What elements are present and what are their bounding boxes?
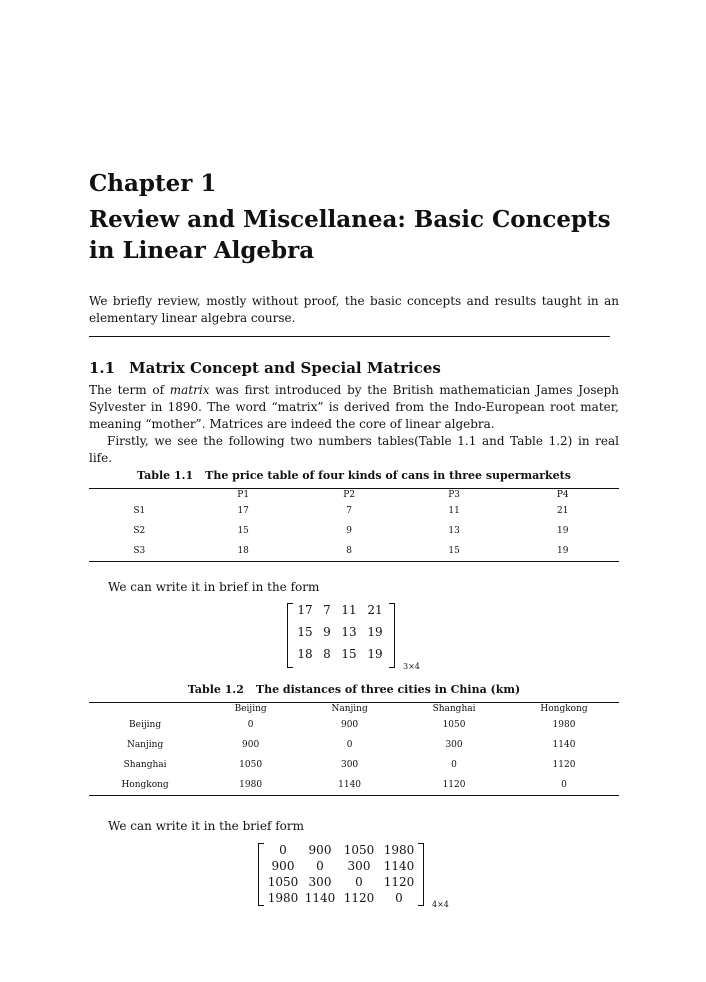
- matrix-entry: 1120: [383, 874, 415, 889]
- table-1-caption: [89, 469, 619, 482]
- distance-table: [89, 702, 619, 796]
- matrix-entry: 1140: [383, 858, 415, 873]
- table-cell: 1980: [239, 779, 263, 790]
- table-2-caption: [89, 683, 619, 696]
- table-row: [89, 715, 619, 735]
- table-cell: 18: [237, 545, 249, 556]
- matrix-2-entries: [264, 843, 418, 906]
- matrix-entry: 7: [323, 602, 331, 617]
- table-cell: 900: [242, 740, 260, 750]
- table-cell: 0: [346, 740, 353, 750]
- column-header: Shanghai: [432, 704, 476, 714]
- table-cell: Hongkong: [121, 779, 169, 790]
- matrix-entry: 0: [355, 874, 363, 889]
- table-cell: Beijing: [129, 720, 162, 730]
- paragraph-text: The term of: [89, 383, 170, 397]
- table-cell: 19: [557, 526, 569, 536]
- right-bracket: [418, 843, 424, 906]
- matrix-2-lead: We can write it in the brief form: [108, 819, 304, 833]
- table-cell: 1980: [552, 720, 576, 730]
- section-heading: [89, 359, 441, 377]
- matrix-1-entries: [293, 603, 389, 668]
- column-header: Beijing: [234, 704, 267, 714]
- table-2-caption-text: The distances of three cities in China (km): [255, 683, 521, 696]
- table-row: [89, 521, 619, 541]
- column-header: P1: [237, 490, 250, 500]
- matrix-2-size: 4×4: [432, 900, 449, 909]
- table-cell: 1140: [552, 740, 576, 750]
- column-header: P3: [448, 490, 460, 500]
- matrix-entry: 13: [341, 624, 357, 639]
- matrix-entry: 9: [323, 624, 331, 639]
- table-cell: 15: [448, 545, 460, 556]
- header-row: [89, 703, 619, 716]
- matrix-entry: 1140: [304, 890, 336, 905]
- table-cell: 900: [340, 720, 359, 730]
- section-title: Matrix Concept and Special Matrices: [129, 359, 441, 377]
- section-number: 1.1: [89, 359, 116, 377]
- table-cell: 300: [445, 740, 463, 750]
- paragraph-matrix-history: [89, 382, 619, 433]
- table-1-caption-text: The price table of four kinds of cans in three supermarkets: [205, 469, 571, 482]
- table-2-label: Table 1.2: [187, 683, 244, 696]
- matrix-entry: 900: [308, 842, 332, 857]
- section-body: [89, 382, 619, 467]
- emphasis-matrix: matrix: [169, 383, 210, 397]
- matrix-entry: 1050: [267, 874, 299, 889]
- paragraph-text: was first introduced by the British mathematician James Joseph Sylvester in 1890. The word “matrix” is derived from the Indo-European root mater, meaning “mother”. Matrices are indeed the core of linear algebra.: [89, 383, 619, 431]
- matrix-entry: 0: [279, 842, 287, 857]
- matrix-entry: 11: [341, 602, 357, 617]
- abstract-divider: [89, 336, 610, 337]
- column-header: P4: [556, 490, 569, 500]
- matrix-1: [287, 603, 395, 668]
- matrix-entry: 0: [395, 890, 403, 905]
- matrix-entry: 8: [323, 646, 331, 661]
- header-row: [89, 489, 619, 502]
- chapter-abstract: We briefly review, mostly without proof, the basic concepts and results taught in an elementary linear algebra course.: [89, 294, 619, 325]
- matrix-entry: 1980: [383, 842, 415, 857]
- matrix-entry: 0: [316, 858, 324, 873]
- table-cell: 8: [346, 545, 353, 556]
- column-header: Nanjing: [331, 704, 368, 714]
- matrix-entry: 1120: [343, 890, 375, 905]
- matrix-entry: 18: [297, 646, 313, 661]
- table-cell: Shanghai: [123, 760, 167, 770]
- paragraph-tables-intro: Firstly, we see the following two numbers tables(Table 1.1 and Table 1.2) in real life.: [89, 434, 619, 465]
- matrix-2: [258, 843, 424, 906]
- table-cell: 21: [557, 506, 569, 516]
- matrix-entry: 1050: [343, 842, 375, 857]
- column-header: [89, 703, 201, 716]
- matrix-entry: 15: [341, 646, 357, 661]
- right-bracket: [389, 603, 395, 668]
- price-table: [89, 488, 619, 562]
- matrix-1-size: 3×4: [403, 662, 420, 671]
- matrix-entry: 21: [367, 602, 383, 617]
- chapter-label: Chapter 1: [89, 170, 217, 197]
- table-1-label: Table 1.1: [137, 469, 194, 482]
- column-header: [89, 489, 190, 502]
- table-cell: S1: [133, 506, 146, 516]
- chapter-title: Review and Miscellanea: Basic Concepts in Linear Algebra: [89, 206, 611, 264]
- table-cell: Nanjing: [126, 740, 164, 750]
- table-row: [89, 501, 619, 521]
- table-cell: 19: [557, 545, 569, 556]
- matrix-entry: 1980: [267, 890, 299, 905]
- matrix-entry: 300: [308, 874, 332, 889]
- matrix-entry: 300: [347, 858, 371, 873]
- matrix-entry: 19: [367, 624, 383, 639]
- matrix-entry: 17: [297, 602, 313, 617]
- table-cell: S2: [133, 526, 146, 536]
- table-cell: 0: [561, 779, 567, 790]
- table-cell: 1120: [552, 760, 576, 770]
- table-cell: 1140: [338, 779, 362, 790]
- table-cell: 9: [346, 526, 353, 536]
- table-cell: 1120: [442, 779, 466, 790]
- table-cell: 7: [346, 506, 353, 516]
- matrix-entry: 900: [271, 858, 295, 873]
- table-row: [89, 755, 619, 775]
- table-cell: S3: [133, 545, 146, 556]
- table-row: [89, 775, 619, 795]
- table-cell: 11: [448, 506, 460, 516]
- matrix-entry: 15: [297, 624, 313, 639]
- table-cell: 0: [451, 760, 457, 770]
- table-row: [89, 541, 619, 561]
- table-cell: 1050: [239, 760, 263, 770]
- table-cell: 13: [448, 526, 460, 536]
- table-cell: 0: [247, 720, 254, 730]
- table-cell: 15: [237, 526, 249, 536]
- column-header: P2: [343, 490, 356, 500]
- table-row: [89, 735, 619, 755]
- matrix-1-lead: We can write it in brief in the form: [108, 580, 320, 594]
- column-header: Hongkong: [540, 704, 588, 714]
- table-cell: 300: [340, 760, 359, 770]
- table-cell: 1050: [442, 720, 466, 730]
- table-cell: 17: [237, 506, 249, 516]
- matrix-entry: 19: [367, 646, 383, 661]
